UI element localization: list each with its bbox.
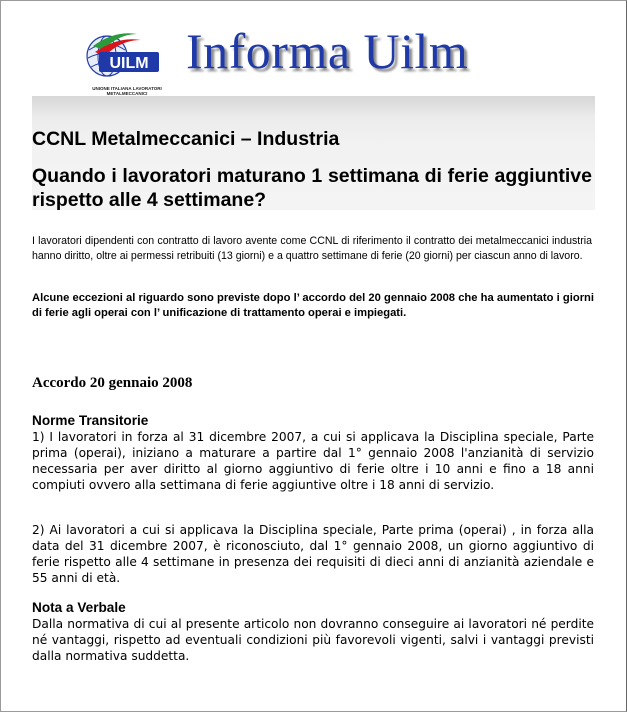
nota-verbale-heading: Nota a Verbale bbox=[32, 600, 126, 615]
nota-paragraph: Dalla normativa di cui al presente articolo non dovranno conseguire ai lavoratori né perdite né vantaggi, rispetto ad eventuali condizioni più favorevoli vigenti, salvi i vantaggi previsti dalla normativa suddetta. bbox=[32, 617, 594, 663]
logo-caption bbox=[86, 86, 168, 96]
norme-paragraph-2: 2) Ai lavoratori a cui si applicava la Disciplina speciale, Parte prima (operai) , in forza alla data del 31 dicembre 2007, è riconosciuto, dal 1° gennaio 2008, un giorno aggiuntivo di ferie rispetto alle 4 settimane in presenza dei requisiti di dieci anni di anzianità aziendale e 55 anni di età. bbox=[32, 523, 594, 585]
norme-transitorie-heading: Norme Transitorie bbox=[32, 413, 149, 428]
norme-paragraph-1: 1) I lavoratori in forza al 31 dicembre 2007, a cui si applicava la Disciplina speciale, Parte prima (operai), iniziano a maturare a partire dal 1° gennaio 2008 l'anzianità di servizio necessaria per aver diritto al giorno aggiuntivo di ferie oltre i 10 anni e fino a 18 anni compiuti ovvero alla settimana di ferie aggiuntive oltre i 18 anni di servizio. bbox=[32, 430, 594, 492]
uilm-logo bbox=[85, 28, 167, 90]
page-title: CCNL Metalmeccanici – Industria bbox=[32, 128, 340, 150]
logo-caption-line1: UNIONE ITALIANA LAVORATORI bbox=[92, 86, 162, 91]
logo-text: UILM bbox=[109, 55, 149, 72]
logo-caption-line2: METALMECCANICI bbox=[106, 91, 148, 96]
agreement-heading: Accordo 20 gennaio 2008 bbox=[32, 375, 193, 391]
title-question: Quando i lavoratori maturano 1 settimana di ferie aggiuntive rispetto alle 4 settimane? bbox=[32, 165, 592, 211]
exceptions-paragraph: Alcune eccezioni al riguardo sono previste dopo l’ accordo del 20 gennaio 2008 che ha aumentato i giorni di ferie agli operai con l’ unificazione di trattamento operai e impiegati. bbox=[32, 292, 594, 319]
intro-paragraph: I lavoratori dipendenti con contratto di lavoro avente come CCNL di riferimento il contratto dei metalmeccanici industria hanno diritto, oltre ai permessi retribuiti (13 giorni) e a quattro settimane di ferie (20 giorni) per ciascun anno di lavoro. bbox=[32, 235, 592, 262]
brand-title: Informa Uilm bbox=[186, 23, 469, 79]
